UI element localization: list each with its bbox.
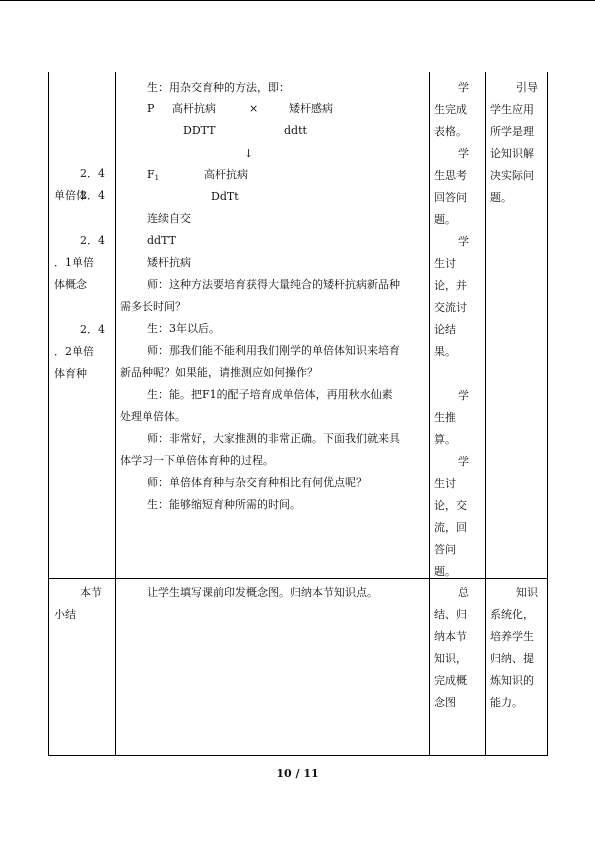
section-2-4-number-top: 2．4 [80, 167, 105, 180]
student-activity: 学 [458, 235, 469, 248]
student-activity: 答问 [434, 543, 456, 556]
column-divider [115, 72, 116, 755]
section-2-4-number: 2．4 [80, 189, 105, 202]
section-2-4-label: 单倍体 [54, 189, 87, 202]
design-intent: 论知识解 [490, 147, 534, 160]
student-activity: 算。 [434, 433, 456, 446]
student-activity: 学 [458, 147, 469, 160]
teacher-remark-cont: 体学习一下单倍体育种的过程。 [120, 454, 274, 467]
teacher-question: 师：单倍体育种与杂交育种相比有何优点呢？ [147, 476, 367, 489]
summary-design-intent: 系统化， [490, 608, 534, 621]
design-intent: 引导 [516, 81, 538, 94]
student-activity: 论，交 [434, 499, 467, 512]
result-phenotype: 矮杆抗病 [147, 256, 191, 269]
genotype-ddtt: ddtt [284, 124, 307, 137]
summary-design-intent: 能力。 [490, 696, 523, 709]
design-intent: 决实际问 [490, 169, 534, 182]
teacher-question: 师：这种方法要培育获得大量纯合的矮杆抗病新品种 [147, 278, 400, 291]
student-activity: 表格。 [434, 125, 467, 138]
student-activity: 果。 [434, 345, 456, 358]
student-activity: 题。 [434, 213, 456, 226]
summary-design-intent: 培养学生 [490, 630, 534, 643]
self-cross-note: 连续自交 [147, 212, 191, 225]
teacher-remark: 师：非常好，大家推测的非常正确。下面我们就来具 [147, 432, 400, 445]
student-activity: 学 [458, 455, 469, 468]
student-activity: 题。 [434, 565, 456, 578]
section-2-4-1-label-cont: 体概念 [54, 278, 87, 291]
student-activity: 生讨 [434, 257, 456, 270]
section-2-4-2-number: 2．4 [80, 323, 105, 336]
section-2-4-1-label: ．1单倍 [54, 256, 94, 269]
student-activity: 流，回 [434, 521, 467, 534]
teacher-question-cont: 需多长时间？ [120, 300, 186, 313]
cross-symbol: × [249, 102, 259, 115]
cross-parent-short: 矮杆感病 [289, 102, 333, 115]
column-divider [485, 72, 486, 755]
summary-heading-cont: 小结 [54, 608, 76, 621]
summary-design-intent: 炼知识的 [490, 674, 534, 687]
row-divider [49, 578, 547, 579]
student-activity: 生讨 [434, 477, 456, 490]
summary-design-intent: 归纳、提 [490, 652, 534, 665]
down-arrow-icon: ↓ [244, 147, 254, 160]
student-activity: 生推 [434, 411, 456, 424]
student-answer: 生：3年以后。 [147, 322, 220, 335]
cross-parent-tall: 高杆抗病 [172, 102, 216, 115]
f1-label: $F_1$ [147, 168, 160, 182]
summary-heading: 本节 [80, 586, 102, 599]
teacher-question: 师：那我们能不能利用我们刚学的单倍体知识来培育 [147, 344, 400, 357]
student-activity: 生思考 [434, 169, 467, 182]
page-number: 10 / 11 [276, 767, 319, 780]
genotype-ddTT: ddTT [147, 234, 176, 247]
content-line: 生：用杂交育种的方法，即： [147, 81, 290, 94]
student-activity: 学 [458, 389, 469, 402]
student-activity: 学 [458, 81, 469, 94]
section-2-4-2-label-cont: 体育种 [54, 367, 87, 380]
student-activity: 交流讨 [434, 301, 467, 314]
cross-p-label: P [147, 102, 155, 115]
student-activity: 回答问 [434, 191, 467, 204]
f1-genotype: DdTt [211, 190, 239, 203]
student-activity: 生完成 [434, 103, 467, 116]
section-2-4-2-label: ．2单倍 [54, 345, 94, 358]
summary-activity: 让学生填写课前印发概念图。归纳本节知识点。 [147, 586, 378, 599]
summary-design-intent: 知识 [516, 586, 538, 599]
design-intent: 所学是理 [490, 125, 534, 138]
genotype-DDTT: DDTT [183, 124, 216, 137]
summary-student-activity: 念图 [434, 696, 456, 709]
column-divider [429, 72, 430, 755]
student-answer: 生：能。把F1的配子培育成单倍体，再用秋水仙素 [147, 388, 393, 401]
summary-student-activity: 总 [458, 586, 469, 599]
summary-student-activity: 知识， [434, 652, 467, 665]
teacher-question-cont: 新品种呢？如果能，请推测应如何操作？ [120, 366, 318, 379]
f1-phenotype: 高杆抗病 [204, 168, 248, 181]
summary-student-activity: 完成概 [434, 674, 467, 687]
student-activity: 论结 [434, 323, 456, 336]
section-2-4-1-number: 2．4 [80, 234, 105, 247]
student-activity: 论，并 [434, 279, 467, 292]
design-intent: 学生应用 [490, 103, 534, 116]
student-answer: 生：能够缩短育种所需的时间。 [147, 498, 301, 511]
summary-student-activity: 结、归 [434, 608, 467, 621]
summary-student-activity: 纳本节 [434, 630, 467, 643]
student-answer-cont: 处理单倍体。 [120, 410, 186, 423]
design-intent: 题。 [490, 191, 512, 204]
